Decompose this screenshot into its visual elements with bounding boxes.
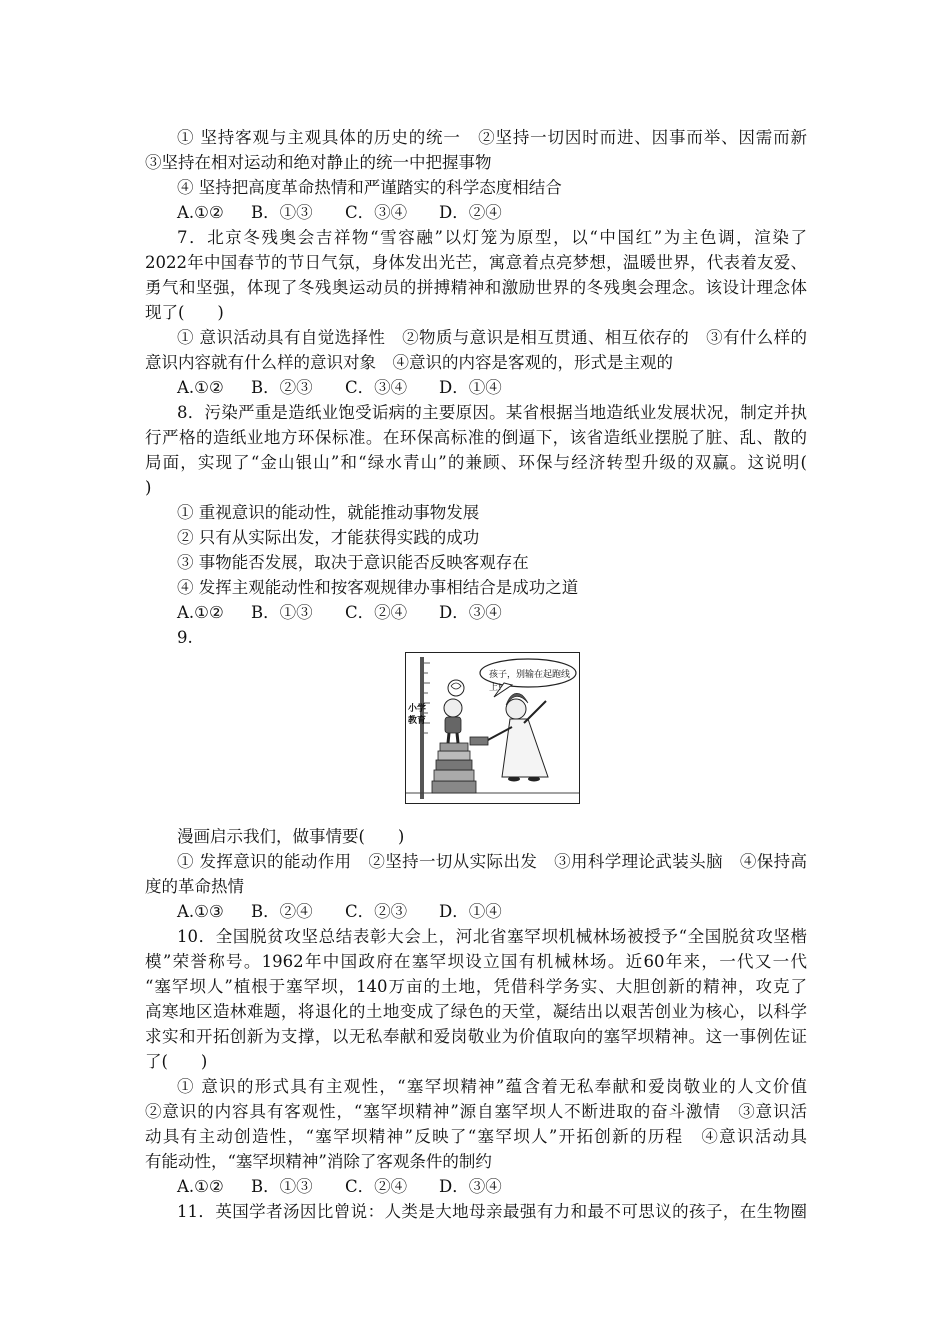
q10-stem-line-1: 10．全国脱贫攻坚总结表彰大会上，河北省塞罕坝机械林场被授予“全国脱贫攻坚楷	[177, 927, 807, 946]
q6-option-line-1: ① 坚持客观与主观具体的历史的统一 ②坚持一切因时而进、因事而举、因需而新	[177, 128, 807, 147]
choice-a: A.①②	[177, 378, 224, 397]
q9-option-line-1: ① 发挥意识的能动作用 ②坚持一切从实际出发 ③用科学理论武装头脑 ④保持高	[177, 852, 807, 871]
choice-d: D．①④	[439, 378, 502, 397]
q7-option-line-2: 意识内容就有什么样的意识对象 ④意识的内容是客观的，形式是主观的	[145, 353, 673, 372]
q7-stem-line-3: 勇气和坚强，体现了冬残奥运动员的拼搏精神和激励世界的冬残奥会理念。该设计理念体	[145, 278, 807, 297]
choice-c: C．②④	[345, 1177, 408, 1196]
choice-d: D．①④	[439, 902, 502, 921]
cartoon-label-line-1: 小学	[408, 704, 427, 714]
choice-a: A.①③	[177, 902, 224, 921]
choice-a: A.①②	[177, 1177, 224, 1196]
q10-option-line-4: 有能动性，“塞罕坝精神”消除了客观条件的制约	[145, 1152, 492, 1171]
q10-choices	[177, 1176, 839, 1198]
q10-option-line-2: ②意识的内容具有客观性，“塞罕坝精神”源自塞罕坝人不断进取的奋斗激情 ③意识活	[145, 1102, 807, 1121]
q7-option-line-1: ① 意识活动具有自觉选择性 ②物质与意识是相互贯通、相互依存的 ③有什么样的	[177, 328, 807, 347]
choice-d: D．③④	[439, 1177, 502, 1196]
cartoon-label-line-2: 教育	[408, 716, 427, 726]
q6-option-line-3: ④ 坚持把高度革命热情和严谨踏实的科学态度相结合	[177, 178, 562, 197]
q8-option-3: ③ 事物能否发展，取决于意识能否反映客观存在	[177, 553, 529, 572]
q10-option-line-3: 动具有主动创造性，“塞罕坝精神”反映了“塞罕坝人”开拓创新的历程 ④意识活动具	[145, 1127, 807, 1146]
q7-choices	[177, 377, 839, 399]
q8-option-4: ④ 发挥主观能动性和按客观规律办事相结合是成功之道	[177, 578, 579, 597]
q10-stem-line-4: 高寒地区造林难题，将退化的土地变成了绿色的天堂，凝结出以艰苦创业为核心，以科学	[145, 1002, 807, 1021]
q10-stem-line-6: 了( )	[145, 1052, 208, 1071]
choice-b: B．①③	[251, 203, 313, 222]
q8-stem-line-4: )	[145, 478, 152, 497]
q8-stem-line-2: 行严格的造纸业地方环保标准。在环保高标准的倒逼下，该省造纸业摆脱了脏、乱、散的	[145, 428, 807, 447]
q8-option-2: ② 只有从实际出发，才能获得实践的成功	[177, 528, 480, 547]
choice-c: C．②④	[345, 603, 408, 622]
choice-b: B．①③	[251, 1177, 313, 1196]
q9-option-line-2: 度的革命热情	[145, 877, 244, 896]
q9-number: 9.	[177, 628, 193, 647]
q7-stem-line-4: 现了( )	[145, 303, 224, 322]
choice-d: D．③④	[439, 603, 502, 622]
q7-stem-line-1: 7．北京冬残奥会吉祥物“雪容融”以灯笼为原型，以“中国红”为主色调，渲染了	[177, 228, 807, 247]
choice-c: C．③④	[345, 378, 408, 397]
choice-a: A.①②	[177, 203, 224, 222]
choice-b: B．②③	[251, 378, 313, 397]
q9-choices	[177, 901, 839, 923]
q10-stem-line-2: 模”荣誉称号。1962年中国政府在塞罕坝设立国有机械林场。近60年来，一代又一代	[145, 952, 807, 971]
q10-stem-line-3: “塞罕坝人”植根于塞罕坝，140万亩的土地，凭借科学务实、大胆创新的精神，攻克了	[145, 977, 807, 996]
q8-option-1: ① 重视意识的能动性，就能推动事物发展	[177, 503, 480, 522]
q9-stem: 漫画启示我们，做事情要( )	[177, 827, 405, 846]
cartoon-speech-text: 孩子，别输在起跑线上!	[489, 670, 571, 693]
q6-option-line-2: ③坚持在相对运动和绝对静止的统一中把握事物	[145, 153, 492, 172]
q10-option-line-1: ① 意识的形式具有主观性，“塞罕坝精神”蕴含着无私奉献和爱岗敬业的人文价值	[177, 1077, 807, 1096]
cartoon-figure	[405, 652, 580, 804]
q6-choices	[177, 202, 839, 224]
q11-stem-line-1: 11．英国学者汤因比曾说：人类是大地母亲最强有力和最不可思议的孩子，在生物圈	[177, 1202, 807, 1221]
choice-d: D．②④	[439, 203, 502, 222]
choice-b: B．②④	[251, 902, 313, 921]
choice-c: C．③④	[345, 203, 408, 222]
q8-choices	[177, 602, 839, 624]
q10-stem-line-5: 求实和开拓创新为支撑，以无私奉献和爱岗敬业为价值取向的塞罕坝精神。这一事例佐证	[145, 1027, 807, 1046]
q8-stem-line-1: 8．污染严重是造纸业饱受诟病的主要原因。某省根据当地造纸业发展状况，制定并执	[177, 403, 807, 422]
choice-b: B．①③	[251, 603, 313, 622]
q7-stem-line-2: 2022年中国春节的节日气氛，身体发出光芒，寓意着点亮梦想，温暖世界，代表着友爱、	[145, 253, 807, 272]
choice-c: C．②③	[345, 902, 408, 921]
choice-a: A.①②	[177, 603, 224, 622]
q8-stem-line-3: 局面，实现了“金山银山”和“绿水青山”的兼顾、环保与经济转型升级的双赢。这说明(	[145, 453, 807, 472]
